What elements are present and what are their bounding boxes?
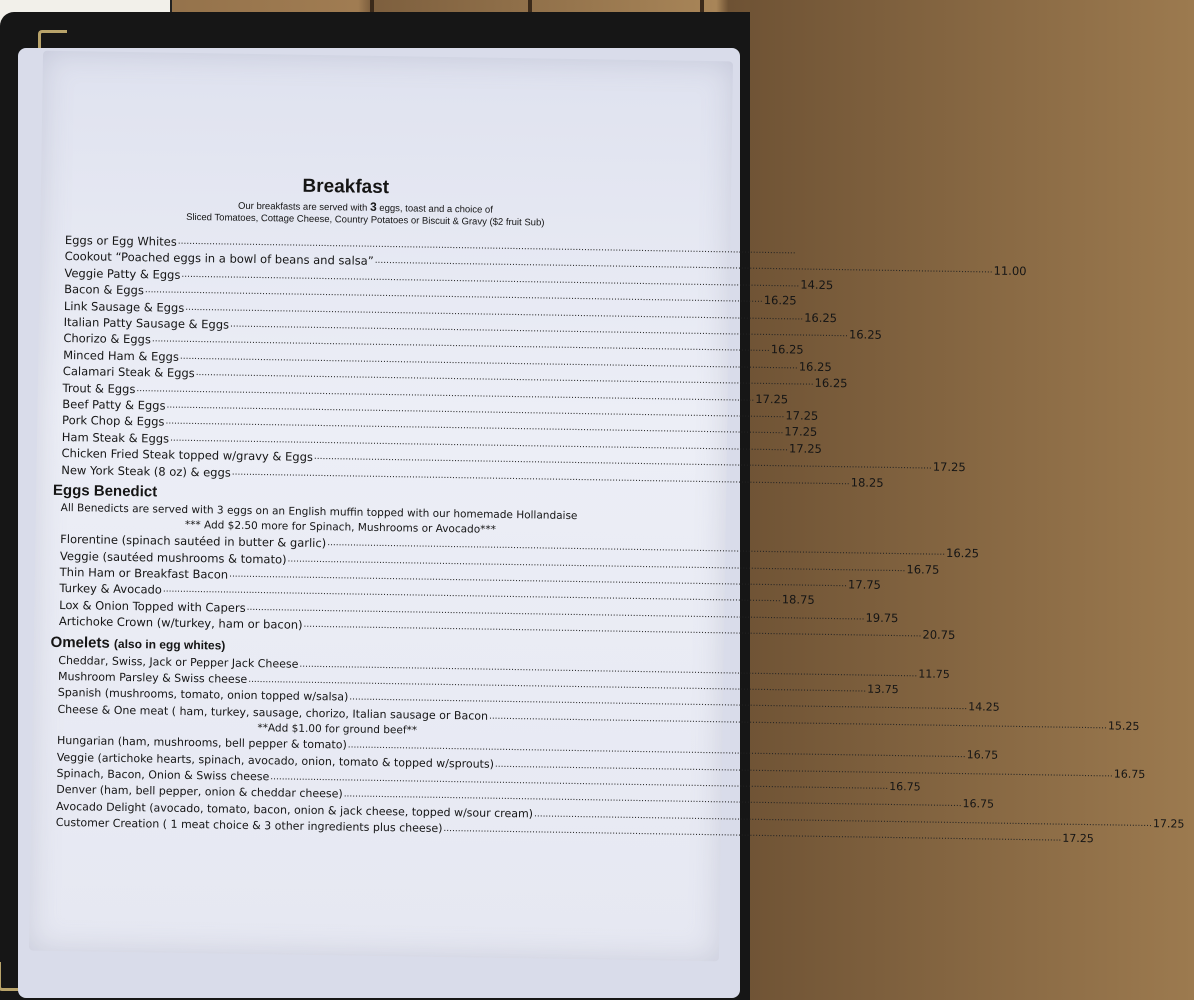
menu-item-price: 16.25 [804, 310, 838, 325]
menu-item-price: 16.25 [763, 293, 797, 308]
menu-item-name: Eggs or Egg Whites [64, 232, 177, 249]
menu-item-price: 16.25 [945, 545, 980, 561]
menu-item-price: 15.25 [1107, 719, 1140, 733]
menu-item-name: New York Steak (8 oz) & eggs [61, 462, 231, 480]
menu-item-price: 16.25 [814, 376, 848, 391]
menu-item-name: Florentine (spinach sautéed in butter & garlic) [60, 532, 327, 551]
menu-item-name: Trout & Eggs [62, 380, 136, 396]
menu-item-price: 17.25 [784, 424, 818, 440]
menu-item-price: 17.25 [1062, 831, 1094, 846]
menu-item-price: 18.25 [850, 475, 884, 490]
menu-item-name: Italian Patty Sausage & Eggs [63, 315, 230, 332]
omelet-addon-note: **Add $1.00 for ground beef** [257, 722, 418, 737]
intro-text: eggs, toast and a choice of [376, 202, 493, 216]
menu-item-name: Calamari Steak & Eggs [62, 364, 195, 381]
menu-item-price: 20.75 [922, 627, 956, 643]
benedict-addon-note: *** Add $2.50 more for Spinach, Mushrooms or Avocado*** [184, 519, 497, 536]
menu-item-name: Chicken Fried Steak topped w/gravy & Eggs [61, 446, 314, 465]
menu-item-price: 16.75 [1113, 767, 1146, 781]
menu-item-price: 16.75 [889, 779, 921, 794]
menu-item-price: 16.75 [962, 797, 995, 812]
menu-item-name: Cheddar, Swiss, Jack or Pepper Jack Cheese [58, 653, 299, 671]
menu-item-price: 16.75 [906, 561, 940, 577]
menu-item-name: Veggie (sautéed mushrooms & tomato) [59, 548, 287, 567]
menu-item-name: Lox & Onion Topped with Capers [59, 597, 246, 615]
menu-item-name: Spanish (mushrooms, tomato, onion topped w/salsa) [57, 686, 349, 704]
menu-item-price: 14.25 [800, 277, 834, 292]
intro-sides: Sliced Tomatoes, Cottage Cheese, Country Potatoes or Biscuit & Gravy ($2 fruit Sub) [186, 211, 545, 229]
menu-item-name: Veggie (artichoke hearts, spinach, avocado, onion, tomato & topped w/sprouts) [56, 750, 495, 771]
menu-item-name: Minced Ham & Eggs [63, 347, 180, 364]
menu-content [50, 172, 1185, 846]
menu-item-name: Thin Ham or Breakfast Bacon [59, 564, 229, 582]
intro-egg-count: 3 [369, 199, 377, 214]
menu-item-price: 16.25 [798, 359, 832, 374]
menu-item-price: 17.25 [755, 391, 789, 407]
omelets-list [55, 733, 1185, 846]
menu-item-name: Link Sausage & Eggs [63, 298, 185, 315]
menu-item-price: 17.25 [932, 459, 966, 475]
menu-item-name: Denver (ham, bell pepper, onion & cheddar cheese) [56, 783, 343, 801]
breakfast-list [61, 232, 1027, 490]
intro-text: Our breakfasts are served with [237, 200, 371, 214]
menu-item-name: Artichoke Crown (w/turkey, ham or bacon) [58, 614, 303, 632]
menu-item-price: 16.75 [966, 748, 999, 762]
menu-item-price: 14.25 [968, 700, 1000, 715]
menu-item-name: Cookout “Poached eggs in a bowl of beans and salsa” [64, 249, 374, 269]
menu-item-name: Customer Creation ( 1 meat choice & 3 other ingredients plus cheese) [55, 816, 443, 836]
section-heading-eggs-benedict: Eggs Benedict [52, 481, 158, 501]
menu-item-price: 17.25 [1152, 816, 1185, 831]
menu-item-price: 13.75 [867, 682, 899, 697]
menu-item-price: 17.25 [788, 441, 823, 456]
menu-item-name: Bacon & Eggs [64, 282, 144, 298]
menu-item-price: 11.75 [918, 666, 950, 681]
menu-item-name: Cheese & One meat ( ham, turkey, sausage, chorizo, Italian sausage or Bacon [57, 702, 489, 723]
omelets-heading-sub: (also in egg whites) [113, 636, 226, 653]
menu-item-name: Hungarian (ham, mushrooms, bell pepper & tomato) [56, 734, 347, 752]
menu-item-name: Turkey & Avocado [59, 581, 163, 597]
menu-item-name: Pork Chop & Eggs [61, 413, 165, 430]
menu-title: Breakfast [302, 175, 390, 199]
omelets-heading: Omelets [50, 633, 110, 652]
menu-item-name: Chorizo & Eggs [63, 331, 151, 347]
menu-item-price: 17.75 [847, 577, 882, 592]
benedict-list [58, 531, 980, 643]
menu-item-name: Spinach, Bacon, Onion & Swiss cheese [56, 766, 270, 784]
menu-item-name: Beef Patty & Eggs [62, 397, 166, 413]
menu-item-price: 19.75 [865, 610, 899, 625]
menu-item-name: Avocado Delight (avocado, tomato, bacon, onion & jack cheese, topped w/sour cream) [55, 799, 534, 821]
menu-item-price: 17.25 [785, 408, 819, 423]
menu-item-name: Ham Steak & Eggs [61, 429, 170, 446]
menu-item-name: Veggie Patty & Eggs [64, 265, 181, 282]
menu-item-price: 18.75 [781, 592, 815, 608]
menu-item-name: Mushroom Parsley & Swiss cheese [57, 669, 248, 686]
benedict-note: All Benedicts are served with 3 eggs on an English muffin topped with our homemade Hollandaise [60, 502, 578, 523]
menu-item-price: 16.25 [848, 327, 883, 342]
menu-item-price: 11.00 [993, 263, 1027, 279]
menu-item-price: 16.25 [770, 342, 804, 358]
